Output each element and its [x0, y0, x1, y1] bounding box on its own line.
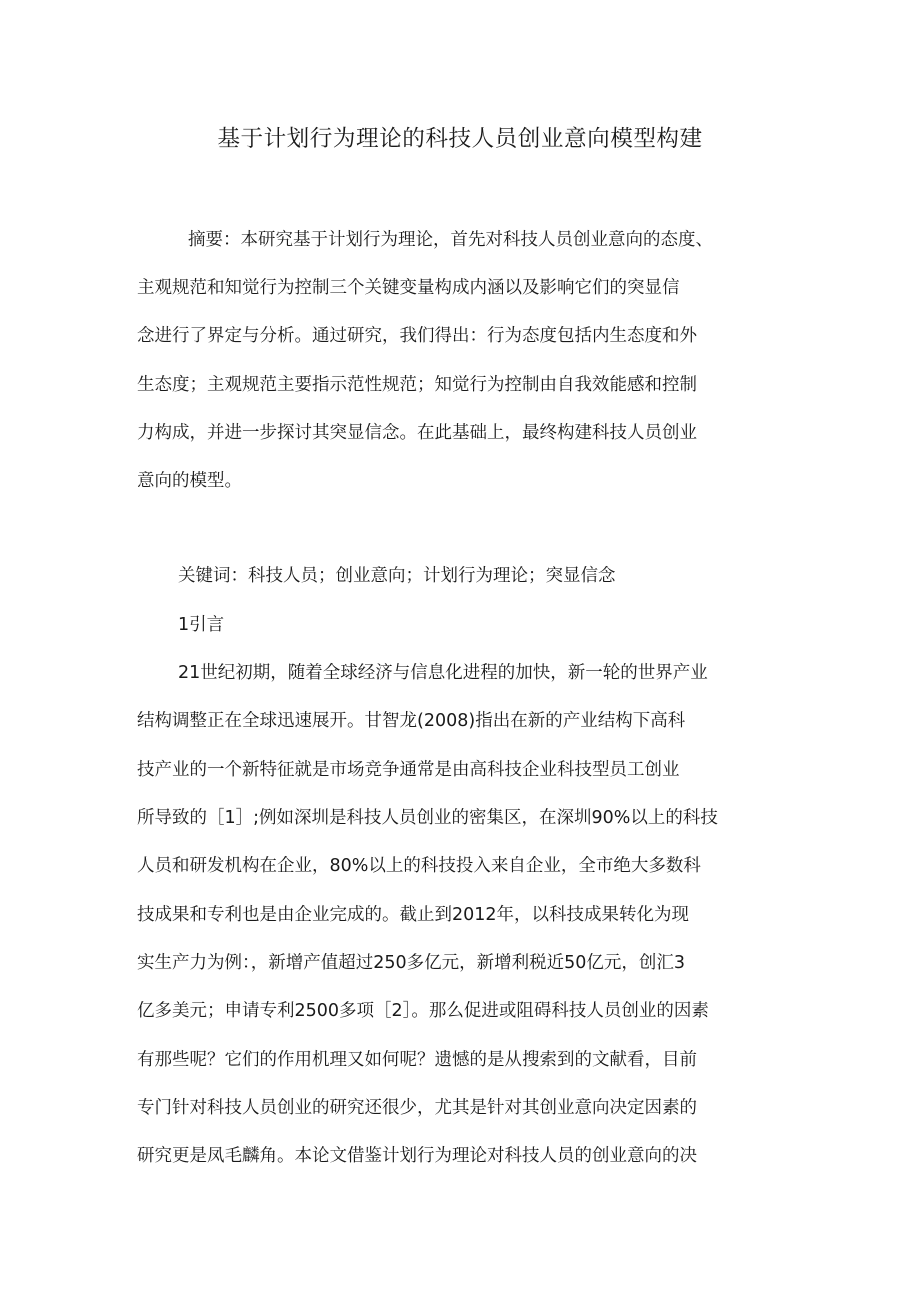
section-heading: 1引言: [178, 615, 225, 635]
body-line: 21世纪初期，随着全球经济与信息化进程的加快，新一轮的世界产业: [178, 663, 708, 683]
body-line: 结构调整正在全球迅速展开。甘智龙(2008)指出在新的产业结构下高科: [137, 711, 686, 731]
abstract-line: 主观规范和知觉行为控制三个关键变量构成内涵以及影响它们的突显信: [137, 278, 680, 298]
body-line: 人员和研发机构在企业，80%以上的科技投入来自企业，全市绝大多数科: [137, 856, 701, 876]
body-line: 所导致的［1］;例如深圳是科技人员创业的密集区，在深圳90%以上的科技: [137, 808, 718, 828]
abstract-line: 力构成，并进一步探讨其突显信念。在此基础上，最终构建科技人员创业: [137, 423, 697, 443]
body-line: 有那些呢？它们的作用机理又如何呢？遗憾的是从搜索到的文献看，目前: [137, 1050, 697, 1070]
abstract-line: 生态度；主观规范主要指示范性规范；知觉行为控制由自我效能感和控制: [137, 375, 697, 395]
body-line: 实生产力为例：，新增产值超过250多亿元，新增利税近50亿元，创汇3: [137, 953, 686, 973]
body-line: 亿多美元；申请专利2500多项［2］。那么促进或阻碍科技人员创业的因素: [137, 1001, 709, 1021]
body-line: 研究更是凤毛麟角。本论文借鉴计划行为理论对科技人员的创业意向的决: [137, 1146, 697, 1166]
abstract-line: 摘要：本研究基于计划行为理论，首先对科技人员创业意向的态度、: [188, 230, 713, 250]
abstract-line: 念进行了界定与分析。通过研究，我们得出：行为态度包括内生态度和外: [137, 326, 697, 346]
body-line: 技成果和专利也是由企业完成的。截止到2012年，以科技成果转化为现: [137, 905, 690, 925]
body-line: 技产业的一个新特征就是市场竞争通常是由高科技企业科技型员工创业: [137, 760, 680, 780]
keywords-line: 关键词：科技人员；创业意向；计划行为理论；突显信念: [178, 566, 616, 586]
document-title: 基于计划行为理论的科技人员创业意向模型构建: [217, 126, 703, 152]
abstract-line: 意向的模型。: [137, 471, 242, 491]
body-line: 专门针对科技人员创业的研究还很少，尤其是针对其创业意向决定因素的: [137, 1098, 697, 1118]
